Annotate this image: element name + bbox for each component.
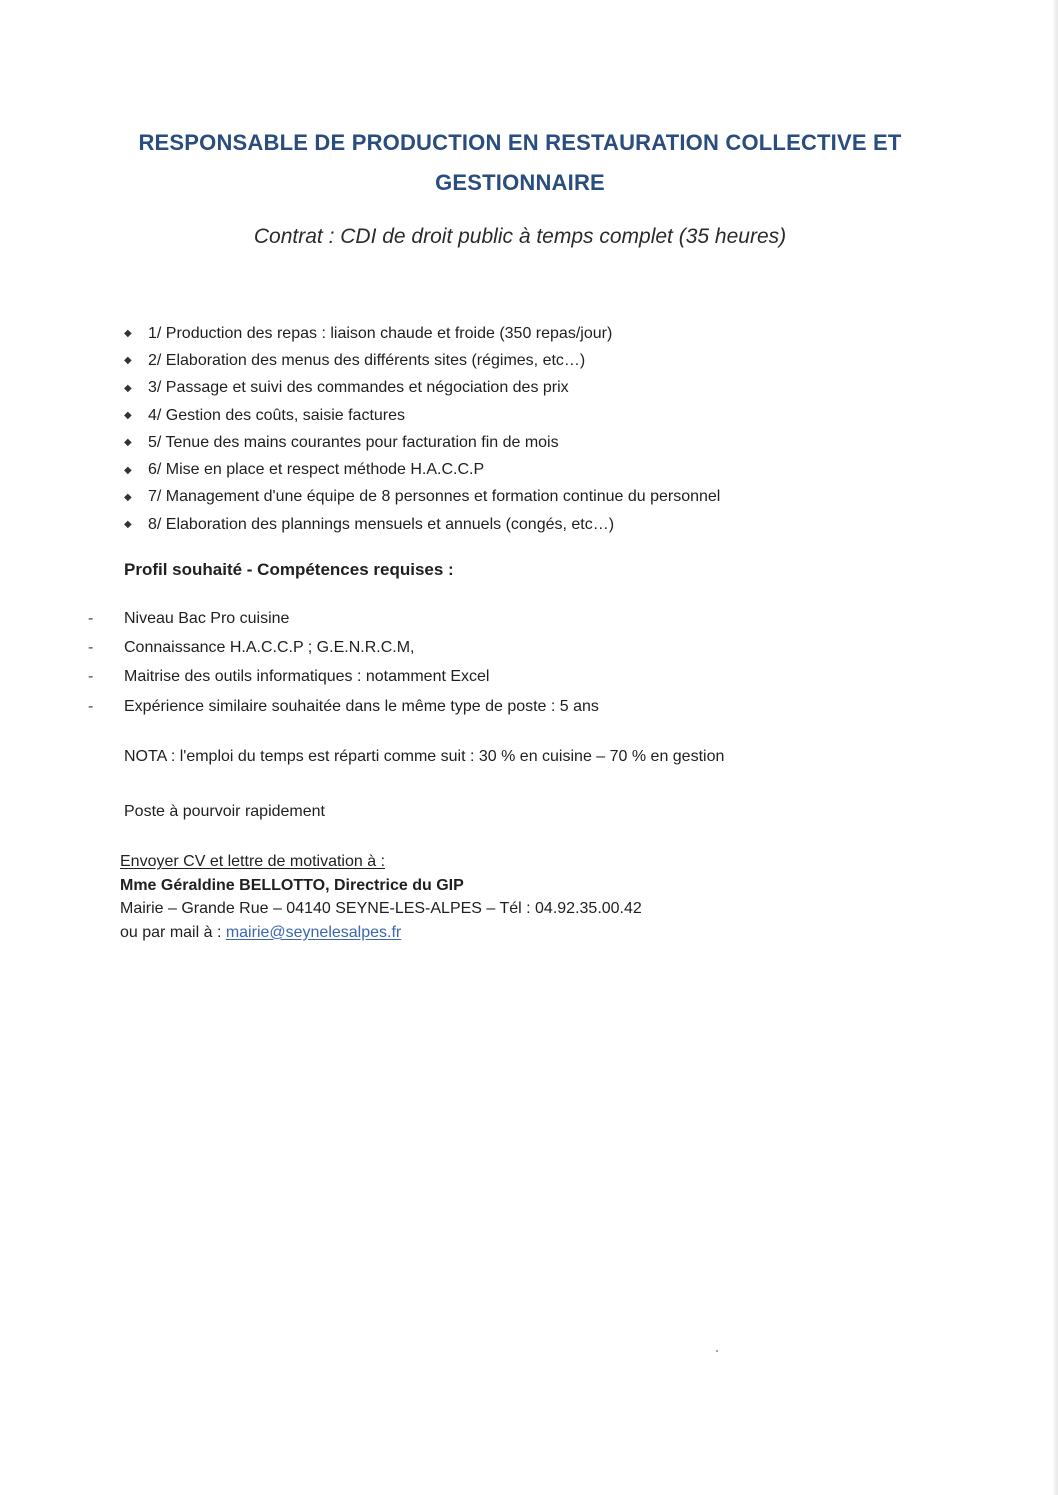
dash-bullet-icon: - — [88, 609, 94, 627]
contact-block — [120, 850, 642, 944]
task-text: 3/ Passage et suivi des commandes et négociation des prix — [148, 379, 569, 397]
scan-speck — [716, 1350, 718, 1352]
contact-address: Mairie – Grande Rue – 04140 SEYNE-LES-ALPES – Tél : 04.92.35.00.42 — [120, 900, 642, 917]
task-list — [124, 320, 720, 538]
diamond-bullet-icon: ◆ — [124, 328, 132, 340]
requirements-list — [88, 604, 599, 721]
email-link[interactable]: mairie@seynelesalpes.fr — [225, 923, 402, 941]
nota-paragraph: NOTA : l'emploi du temps est réparti comme suit : 30 % en cuisine – 70 % en gestion — [124, 748, 725, 765]
availability-note: Poste à pourvoir rapidement — [124, 803, 325, 820]
task-text: 5/ Tenue des mains courantes pour facturation fin de mois — [148, 433, 559, 451]
task-item — [124, 484, 720, 511]
requirement-item — [88, 633, 599, 662]
diamond-bullet-icon: ◆ — [124, 464, 132, 476]
requirement-item — [88, 663, 599, 692]
task-item — [124, 375, 720, 402]
requirement-text: Connaissance H.A.C.C.P ; G.E.N.R.C.M, — [124, 638, 415, 656]
diamond-bullet-icon: ◆ — [124, 410, 132, 422]
diamond-bullet-icon: ◆ — [124, 519, 132, 531]
task-item — [124, 456, 720, 483]
diamond-bullet-icon: ◆ — [124, 355, 132, 367]
task-item — [124, 402, 720, 429]
diamond-bullet-icon: ◆ — [124, 437, 132, 449]
mail-prefix: ou par mail à : — [120, 923, 226, 941]
profile-heading: Profil souhaité - Compétences requises : — [124, 560, 454, 579]
requirement-item — [88, 604, 599, 633]
diamond-bullet-icon: ◆ — [124, 382, 132, 394]
document-title-line-2: GESTIONNAIRE — [435, 170, 605, 195]
task-text: 2/ Elaboration des menus des différents sites (régimes, etc…) — [148, 351, 586, 369]
task-text: 7/ Management d'une équipe de 8 personnes et formation continue du personnel — [148, 488, 721, 506]
task-text: 8/ Elaboration des plannings mensuels et annuels (congés, etc…) — [148, 515, 615, 533]
dash-bullet-icon: - — [88, 638, 94, 656]
task-item — [124, 429, 720, 456]
contact-intro: Envoyer CV et lettre de motivation à : — [120, 853, 386, 870]
requirement-text: Niveau Bac Pro cuisine — [124, 609, 290, 627]
requirement-item — [88, 692, 599, 721]
page-edge-shadow — [1052, 0, 1058, 1495]
task-text: 6/ Mise en place et respect méthode H.A.C.C.P — [148, 461, 485, 479]
document-title-line-1: RESPONSABLE DE PRODUCTION EN RESTAURATION COLLECTIVE ET — [138, 130, 902, 155]
task-text: 4/ Gestion des coûts, saisie factures — [148, 406, 406, 424]
contact-mail-line — [120, 921, 642, 945]
task-text: 1/ Production des repas : liaison chaude et froide (350 repas/jour) — [148, 324, 613, 342]
dash-bullet-icon: - — [88, 697, 94, 715]
task-item — [124, 347, 720, 374]
requirement-text: Maitrise des outils informatiques : notamment Excel — [124, 668, 490, 686]
dash-bullet-icon: - — [88, 668, 94, 686]
contact-name: Mme Géraldine BELLOTTO, Directrice du GIP — [120, 876, 464, 894]
contract-subtitle: Contrat : CDI de droit public à temps complet (35 heures) — [253, 225, 787, 248]
task-item — [124, 320, 720, 347]
task-item — [124, 511, 720, 538]
requirement-text: Expérience similaire souhaitée dans le même type de poste : 5 ans — [124, 697, 599, 715]
diamond-bullet-icon: ◆ — [124, 491, 132, 503]
